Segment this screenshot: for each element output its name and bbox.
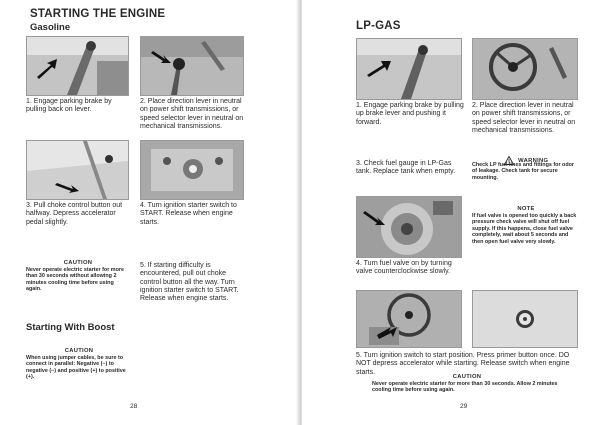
- photo-brake-lever: [356, 38, 462, 100]
- step-2-caption: 2. Place direction lever in neutral on power shift transmissions, or speed selector lever in neutral on mechanical transmissions.: [140, 98, 244, 130]
- boost-caution-text: When using jumper cables, be sure to connect in parallel: Negative (−) to negative (−) and positive (+) to positive (+).: [26, 355, 126, 381]
- caution-title: CAUTION: [63, 260, 93, 266]
- boost-caution-title: CAUTION: [64, 348, 94, 354]
- caution-text: Never operate electric starter for more than 30 seconds without allowing 2 minutes cooling time before using again.: [26, 267, 124, 293]
- photo-gauge: [472, 290, 578, 348]
- photo-direction-lever: [140, 36, 244, 96]
- photo-fuel-valve: [356, 196, 462, 258]
- left-page: [0, 0, 298, 425]
- step-3-caption: 3. Check fuel gauge in LP-Gas tank. Replace tank when empty.: [356, 160, 456, 176]
- warning-text: Check LP fuel lines and fittings for odor of leakage. Check tank for secure mounting.: [472, 162, 575, 181]
- page-number-right: 29: [460, 403, 468, 410]
- step-1-caption: 1. Engage parking brake by pulling up brake lever and pushing it forward.: [356, 102, 464, 126]
- photo-ignition-switch: [140, 140, 244, 200]
- photo-choke-control: [26, 140, 129, 200]
- boost-heading: Starting With Boost: [26, 322, 115, 333]
- step-4-caption: 4. Turn ignition starter switch to START. Release when engine starts.: [140, 202, 237, 226]
- step-3-caption: 3. Pull choke control button out halfway. Depress accelerator pedal slightly.: [26, 202, 123, 226]
- step-5-caption: 5. If starting difficulty is encountered, pull out choke control button all the way. Turn ignition starter switch to START. Release when engine starts.: [140, 262, 239, 303]
- photo-parking-brake: [26, 36, 129, 96]
- right-page: [302, 0, 600, 425]
- section-subtitle: Gasoline: [30, 22, 71, 33]
- page-title: LP-GAS: [356, 20, 401, 32]
- page-number-left: 28: [130, 403, 138, 410]
- step-2-caption: 2. Place direction lever in neutral on power shift transmissions, or speed selector lever in neutral on mechanical transmissions.: [472, 102, 576, 134]
- warning-title: WARNING: [518, 157, 549, 164]
- caution-title: CAUTION: [452, 374, 482, 380]
- step-1-caption: 1. Engage parking brake by pulling back on lever.: [26, 98, 112, 114]
- step-5-caption: 5. Turn ignition switch to start position. Press primer button once. DO NOT depress accelerator while starting. Release switch when engine starts.: [356, 352, 570, 376]
- note-text: If fuel valve is opened too quickly a back pressure check valve will shut off fuel supply. If this happens, close fuel valve completely, wait about 5 seconds and then open fuel valve very slowly.: [472, 213, 577, 245]
- photo-direction-lever: [472, 38, 578, 100]
- page-title: STARTING THE ENGINE: [30, 8, 166, 20]
- caution-text: Never operate electric starter for more than 30 seconds. Allow 2 minutes cooling time before using again.: [372, 381, 558, 394]
- step-4-caption: 4. Turn fuel valve on by turning valve counterclockwise slowly.: [356, 260, 452, 276]
- warning-box: [472, 152, 580, 181]
- photo-ignition-switch: [356, 290, 462, 348]
- note-title: NOTE: [517, 206, 535, 212]
